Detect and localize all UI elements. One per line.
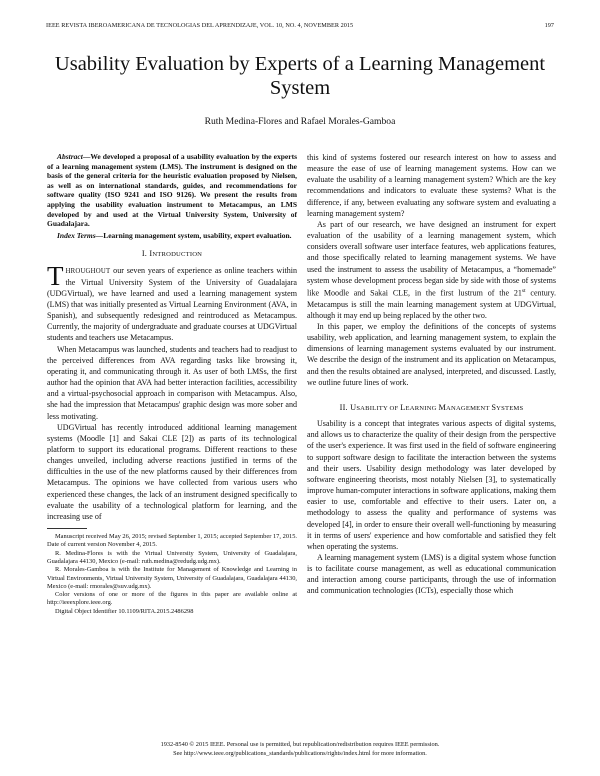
intro-paragraph-6: In this paper, we employ the definitions of the concepts of systems usability, web application, and learning management system, to explain the dimensions of learning management systems evaluated by our instrument. We describe the design of the instrument and its application on Metacampus, and then the results obtained are analysed, interpreted, and discussed. Lastly, we outline future lines of work. [307,322,556,387]
intro-paragraph-4: this kind of systems fostered our research interest on how to assess and measure the ease of use of learning management systems. How can we evaluate the usability of a learning management system? Which are the key recommendations and indicators to evaluate these systems? What is the difference, if any, between evaluating any software system and evaluating a learning management system? [307,153,556,218]
usability-paragraph-1: Usability is a concept that integrates various aspects of digital systems, and allows us to characterize the quality of their design from the perspective of the user's experience. It was first used in the field of software engineering to support software design to facilitate the interaction between the systems and their users. Usability design methodology was later developed by software engineering theorists, most notably Nielsen [3], to systematically improve human-computer interactions in software applications, making them easier to use, comfortable and effective to their users. Later on, a methodology to assess the quality and performance of systems was developed [4], in order to ensure their overall well-functioning by measuring it in terms of users' experience and how comfortable and satisfied they felt when operating the systems. [307,419,556,551]
footnote-manuscript: Manuscript received May 26, 2015; revised September 1, 2015; accepted September 17, 2015. Date of current version November 4, 2015. [47,533,297,549]
page-number: 197 [544,22,554,29]
usability-paragraph-2: A learning management system (LMS) is a digital system whose function is to facilitate course management, as well as educational communication and interaction among course participants, through the use of information and communication technologies (ICTs), especially those which [307,552,556,596]
intro-paragraph-1: THROUGHOUT our seven years of experience as online teachers within the Virtual University System of the University of Guadalajara (UDGVirtual), we have learned and used a learning management system (LMS) that was initially presented as Virtual Learning Environment (AVA, in Spanish), and subsequently redesigned and reintroduced as Metacampus. Currently, the majority of undergraduate and graduate courses at UDGVirtual students and teachers use Metacampus. [47,260,297,343]
footnote-doi: Digital Object Identifier 10.1109/RITA.2015.2486298 [55,607,194,615]
section-heading-introduction: I. INTRODUCTION [141,249,203,259]
intro-paragraph-5: As part of our research, we have designed an instrument for expert evaluation of the usability of a learning management system, which considers overall software user interface features, web applications features, and those specifically related to learning management systems. We have used the instrument to assess the usability of Metacampus, a “homemade” system whose development process began side by side with those of systems like Moodle and Sakai CLE, in the first lustrum of the 21st century. Metacampus is still the main learning management system at UDGVirtual, although it may end up being replaced by the other two. [307,219,557,320]
footnote-color: Color versions of one or more of the figures in this paper are available online at http://ieeexplore.ieee.org. [47,591,297,607]
copyright-line: 1932-8540 © 2015 IEEE. Personal use is permitted, but republication/redistribution requires IEEE permission. [160,741,440,748]
rights-link-line: See http://www.ieee.org/publications_standards/publications/rights/index.html for more information. [173,749,427,757]
running-head [46,22,554,34]
intro-paragraph-3: UDGVirtual has recently introduced additional learning management systems (Moodle [1] and Sakai CLE [2]) as parts of its technological platform to support its educational programs. Different reactions to these changes unveiled, including adverse reactions justified in terms of the difficulties in the use of the new platforms caused by their differences from Metacampus. The opinions we have collected from various users who experienced these changes, the lack of an instrument designed specifically to evaluate the usability of a technological platform for learning, and the increasing use of [47,422,297,521]
abstract-text: We developed a proposal of a usability evaluation by the experts of a learning management system (LMS). The instrument is designed on the basis of the general criteria for the heuristic evaluation proposed by Nielsen, as well as on international standards, guides, and recommendations for software quality (ISO 9241 and ISO 9126). We present the results from applying the usability evaluation instrument to Metacampus, an LMS developed by and used at the Virtual University System, University of Guadalajara. [47,152,297,229]
copyright-footer [40,741,560,758]
intro-paragraph-2: When Metacampus was launched, students and teachers had to readjust to the perceived differences from AVA regarding tasks like browsing it, operating it, and communicating through it. As user of both LMSs, the first author had the opinion that AVA had better interaction facilities, accessibility and a virtual-psychosocial approach in comparison with Metacampus. Also, she had the impression that Metacampus' graphic design was more sober and less motivating. [47,344,297,421]
index-terms-text: Learning management system, usability, expert evaluation. [103,230,292,240]
paper-title: Usability Evaluation by Experts of a Learning Management System [54,53,546,99]
footnote-author-1: R. Medina-Flores is with the Virtual University System, University of Guadalajara, Guadalajara 44130, Mexico (e-mail: ruth.medina@redudg.udg.mx). [47,549,297,565]
left-column [47,152,297,616]
right-column [307,152,556,597]
footnotes [47,533,297,616]
section-heading-usability: II. USABILITY OF LEARNING MANAGEMENT SYSTEMS [339,402,524,412]
footnote-divider [47,528,87,529]
index-terms-label: Index Terms— [57,230,104,240]
abstract [47,152,297,229]
index-terms [47,231,297,241]
footnote-author-2: R. Morales-Gamboa is with the Institute for Management of Knowledge and Learning in Virtual Environments, Virtual University System, University of Guadalajara, Guadalajara 44130, Mexico (e-mail: rmorales@suv.udg.mx). [47,566,297,590]
author-list: Ruth Medina-Flores and Rafael Morales-Gamboa [204,116,396,127]
journal-name: IEEE REVISTA IBEROAMERICANA DE TECNOLOGIAS DEL APRENDIZAJE, VOL. 10, NO. 4, NOVEMBER 2015 [46,22,354,29]
abstract-label: Abstract— [57,152,91,161]
drop-cap: T [47,260,64,291]
